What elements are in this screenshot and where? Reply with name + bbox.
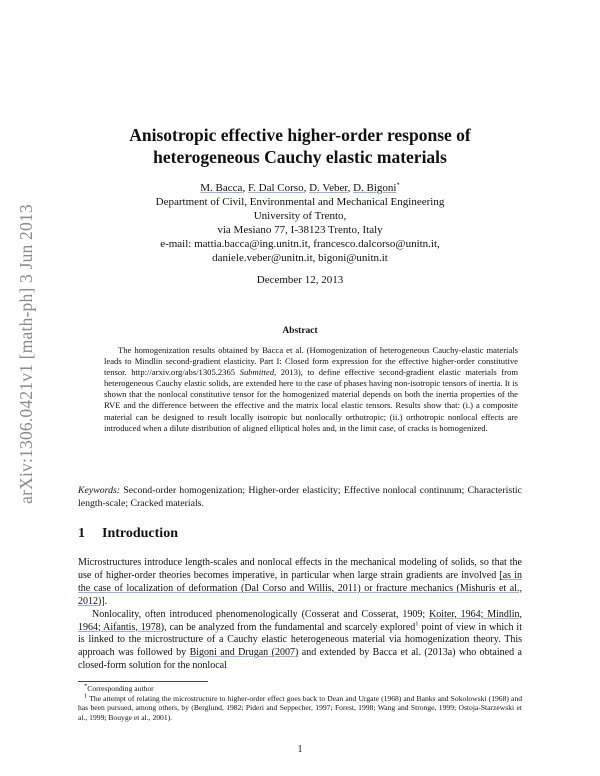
author-names: M. Bacca, F. Dal Corso, D. Veber, D. Bigoni* (200, 181, 400, 194)
footnote: *Corresponding author (84, 682, 154, 693)
author-link[interactable]: F. Dal Corso (247, 182, 304, 194)
abstract-heading: Abstract (282, 326, 318, 336)
page-number: 1 (297, 744, 303, 755)
abstract-body: The homogenization results obtained by Bacca et al. (Homogenization of heterogeneous Cauchy-elastic materials leads to Mindlin second-gradient elasticity. Part I: Closed form expression for the effective higher-order constitutive tensor. http://arxiv.org/abs/1305.2365 Submitted, 2013), to define effective second-gradient elastic materials from heterogeneous Cauchy elastic solids, are extended here to the case of phases having non-isotropic tensors of inertia. It is shown that the nonlocal constitutive tensor for the homogenized material depends on both the inertia properties of the RVE and the difference between the effective and the matrix local elastic tensors. Results show that: (i.) a composite material can be designed to result locally isotropic but nonlocally orthotropic; (ii.) orthotropic nonlocal effects are introduced when a dilute distribution of aligned elliptical holes and, in the limit case, of cracks is homogenized. (104, 345, 519, 433)
citation-link[interactable]: [as in the case of localization of deformation (Dal Corso and Willis, 2011) or fracture mechanics (Mishuris et al., 2012)] (78, 569, 522, 607)
footnotes (78, 684, 522, 722)
intro-paragraph: Microstructures introduce length-scales and nonlocal effects in the mechanical modeling of solids, so that the use of higher-order theories becomes imperative, in particular when large strain gradients are involved [as in the case of localization of deformation (Dal Corso and Willis, 2011) or fracture mechanics (Mishuris et al., 2012)]. (78, 557, 522, 607)
keywords (78, 485, 522, 510)
paper-date: December 12, 2013 (256, 274, 344, 286)
citation-link[interactable]: Koiter, 1964; Mindlin, 1964; Aifantis, 1978 (78, 608, 522, 633)
introduction-text (78, 557, 522, 673)
footnote-ref[interactable]: 1 (415, 620, 419, 628)
corresponding-author-mark: * (396, 181, 400, 189)
email-line: e-mail: mattia.bacca@ing.unitn.it, francesco.dalcorso@unitn.it, (160, 238, 440, 250)
footnote-divider (78, 681, 208, 682)
arxiv-identifier-stamp: arXiv:1306.0421v1 [math-ph] 3 Jun 2013 (16, 204, 36, 504)
author-link[interactable]: D. Bigoni (353, 182, 397, 194)
author-link[interactable]: D. Veber (309, 182, 348, 194)
email-line: daniele.veber@unitn.it, bigoni@unitn.it (212, 252, 388, 264)
section-heading (78, 526, 178, 542)
paper-title (0, 124, 600, 168)
author-link[interactable]: M. Bacca (200, 182, 243, 194)
section-title: Introduction (102, 526, 178, 541)
affiliation-line: University of Trento, (253, 210, 347, 222)
keywords-label: Keywords: (78, 485, 121, 496)
keywords-text: Second-order homogenization; Higher-order elasticity; Effective nonlocal continuum; Characteristic length-scale; Cracked materials. (78, 485, 522, 509)
citation-link[interactable]: Bigoni and Drugan (2007) (189, 647, 299, 659)
affiliation-line: Department of Civil, Environmental and Mechanical Engineering (155, 196, 445, 208)
intro-paragraph: Nonlocality, often introduced phenomenologically (Cosserat and Cosserat, 1909; Koiter, 1964; Mindlin, 1964; Aifantis, 1978), can be analyzed from the fundamental and scarcely explored$^1$ point of view in which it is linked to the microstructure of a Cauchy elastic heterogeneous material via homogenization theory. This approach was followed by Bigoni and Drugan (2007) and extended by Bacca et al. (2013a) who obtained a closed-form solution for the nonlocal (78, 608, 522, 672)
footnote: $^1$ The attempt of relating the microstructure to higher-order effect goes back to Dean and Urgate (1968) and Banks and Sokolowski (1968) and has been pursued, among others, by (Berglund, 1982; Pideri and Seppecher, 1997; Forest, 1998; Wang and Stronge, 1999; Ostoja-Starzewski et al., 1999; Bouyge et al., 2001). (78, 692, 522, 722)
affiliation-line: via Mesiano 77, I-38123 Trento, Italy (217, 224, 383, 236)
section-number: 1 (78, 526, 85, 541)
title-line-2: heterogeneous Cauchy elastic materials (153, 147, 447, 167)
title-line-1: Anisotropic effective higher-order response of (129, 125, 471, 145)
author-block (0, 181, 600, 265)
